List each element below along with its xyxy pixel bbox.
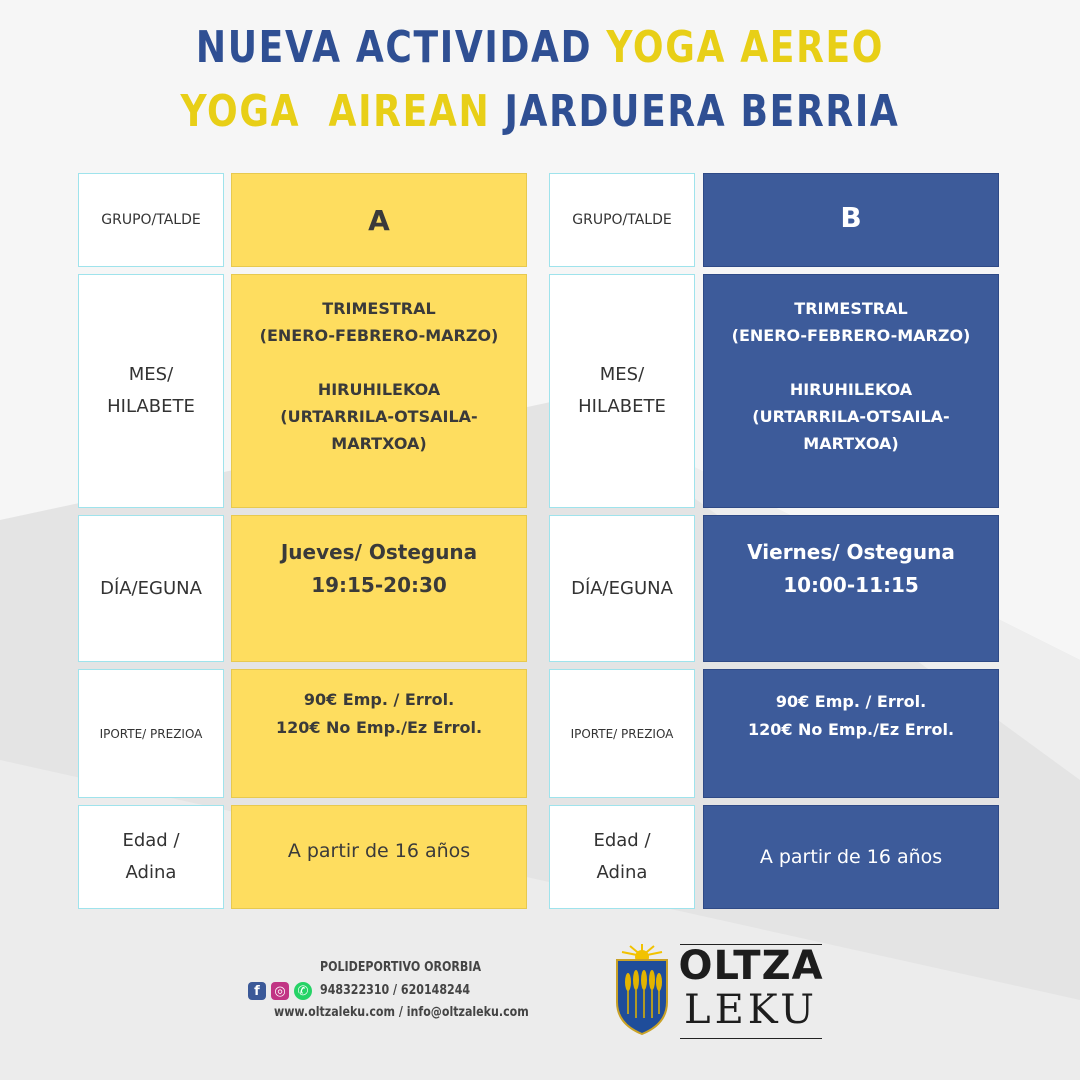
title-line-2-part-2: JARDUERA BERRIA bbox=[504, 86, 900, 137]
logo-text-leku: LEKU bbox=[684, 987, 818, 1033]
title-line-1-part-2: YOGA AEREO bbox=[606, 22, 885, 73]
age-value-a: A partir de 16 años bbox=[231, 805, 527, 909]
group-value-b: B bbox=[703, 173, 999, 267]
title-line-2-part-1: YOGA AIREAN bbox=[180, 86, 491, 137]
day-value-b: Viernes/ Osteguna 10:00-11:15 bbox=[703, 515, 999, 662]
price-value-a: 90€ Emp. / Errol. 120€ No Emp./Ez Errol. bbox=[231, 669, 527, 798]
price-label-a: IPORTE/ PREZIOA bbox=[78, 669, 224, 798]
day-value-a: Jueves/ Osteguna 19:15-20:30 bbox=[231, 515, 527, 662]
age-label-b: Edad / Adina bbox=[549, 805, 695, 909]
price-label-b: IPORTE/ PREZIOA bbox=[549, 669, 695, 798]
coat-of-arms-icon bbox=[612, 942, 672, 1042]
contact-info[interactable]: www.oltzaleku.com / info@oltzaleku.com bbox=[274, 1005, 529, 1020]
phone-numbers: 948322310 / 620148244 bbox=[320, 983, 471, 998]
title-line-2 bbox=[97, 86, 983, 137]
group-label-a: GRUPO/TALDE bbox=[78, 173, 224, 267]
month-label-a: MES/ HILABETE bbox=[78, 274, 224, 508]
day-label-a: DÍA/EGUNA bbox=[78, 515, 224, 662]
month-value-a: TRIMESTRAL (ENERO-FEBRERO-MARZO) HIRUHILEKOA (URTARRILA-OTSAILA- MARTXOA) bbox=[231, 274, 527, 508]
age-label-a: Edad / Adina bbox=[78, 805, 224, 909]
month-value-b: TRIMESTRAL (ENERO-FEBRERO-MARZO) HIRUHILEKOA (URTARRILA-OTSAILA- MARTXOA) bbox=[703, 274, 999, 508]
group-value-a: A bbox=[231, 173, 527, 267]
facebook-icon[interactable]: f bbox=[248, 982, 266, 1000]
title-line-1 bbox=[97, 22, 983, 73]
month-label-b: MES/ HILABETE bbox=[549, 274, 695, 508]
age-value-b: A partir de 16 años bbox=[703, 805, 999, 909]
price-value-b: 90€ Emp. / Errol. 120€ No Emp./Ez Errol. bbox=[703, 669, 999, 798]
whatsapp-icon[interactable]: ✆ bbox=[294, 982, 312, 1000]
logo-text-oltza: OLTZA bbox=[678, 943, 824, 989]
title-line-1-part-1: NUEVA ACTIVIDAD bbox=[195, 22, 593, 73]
group-label-b: GRUPO/TALDE bbox=[549, 173, 695, 267]
venue-name: POLIDEPORTIVO ORORBIA bbox=[320, 960, 482, 975]
instagram-icon[interactable]: ◎ bbox=[271, 982, 289, 1000]
day-label-b: DÍA/EGUNA bbox=[549, 515, 695, 662]
logo-divider-bottom bbox=[680, 1038, 822, 1039]
